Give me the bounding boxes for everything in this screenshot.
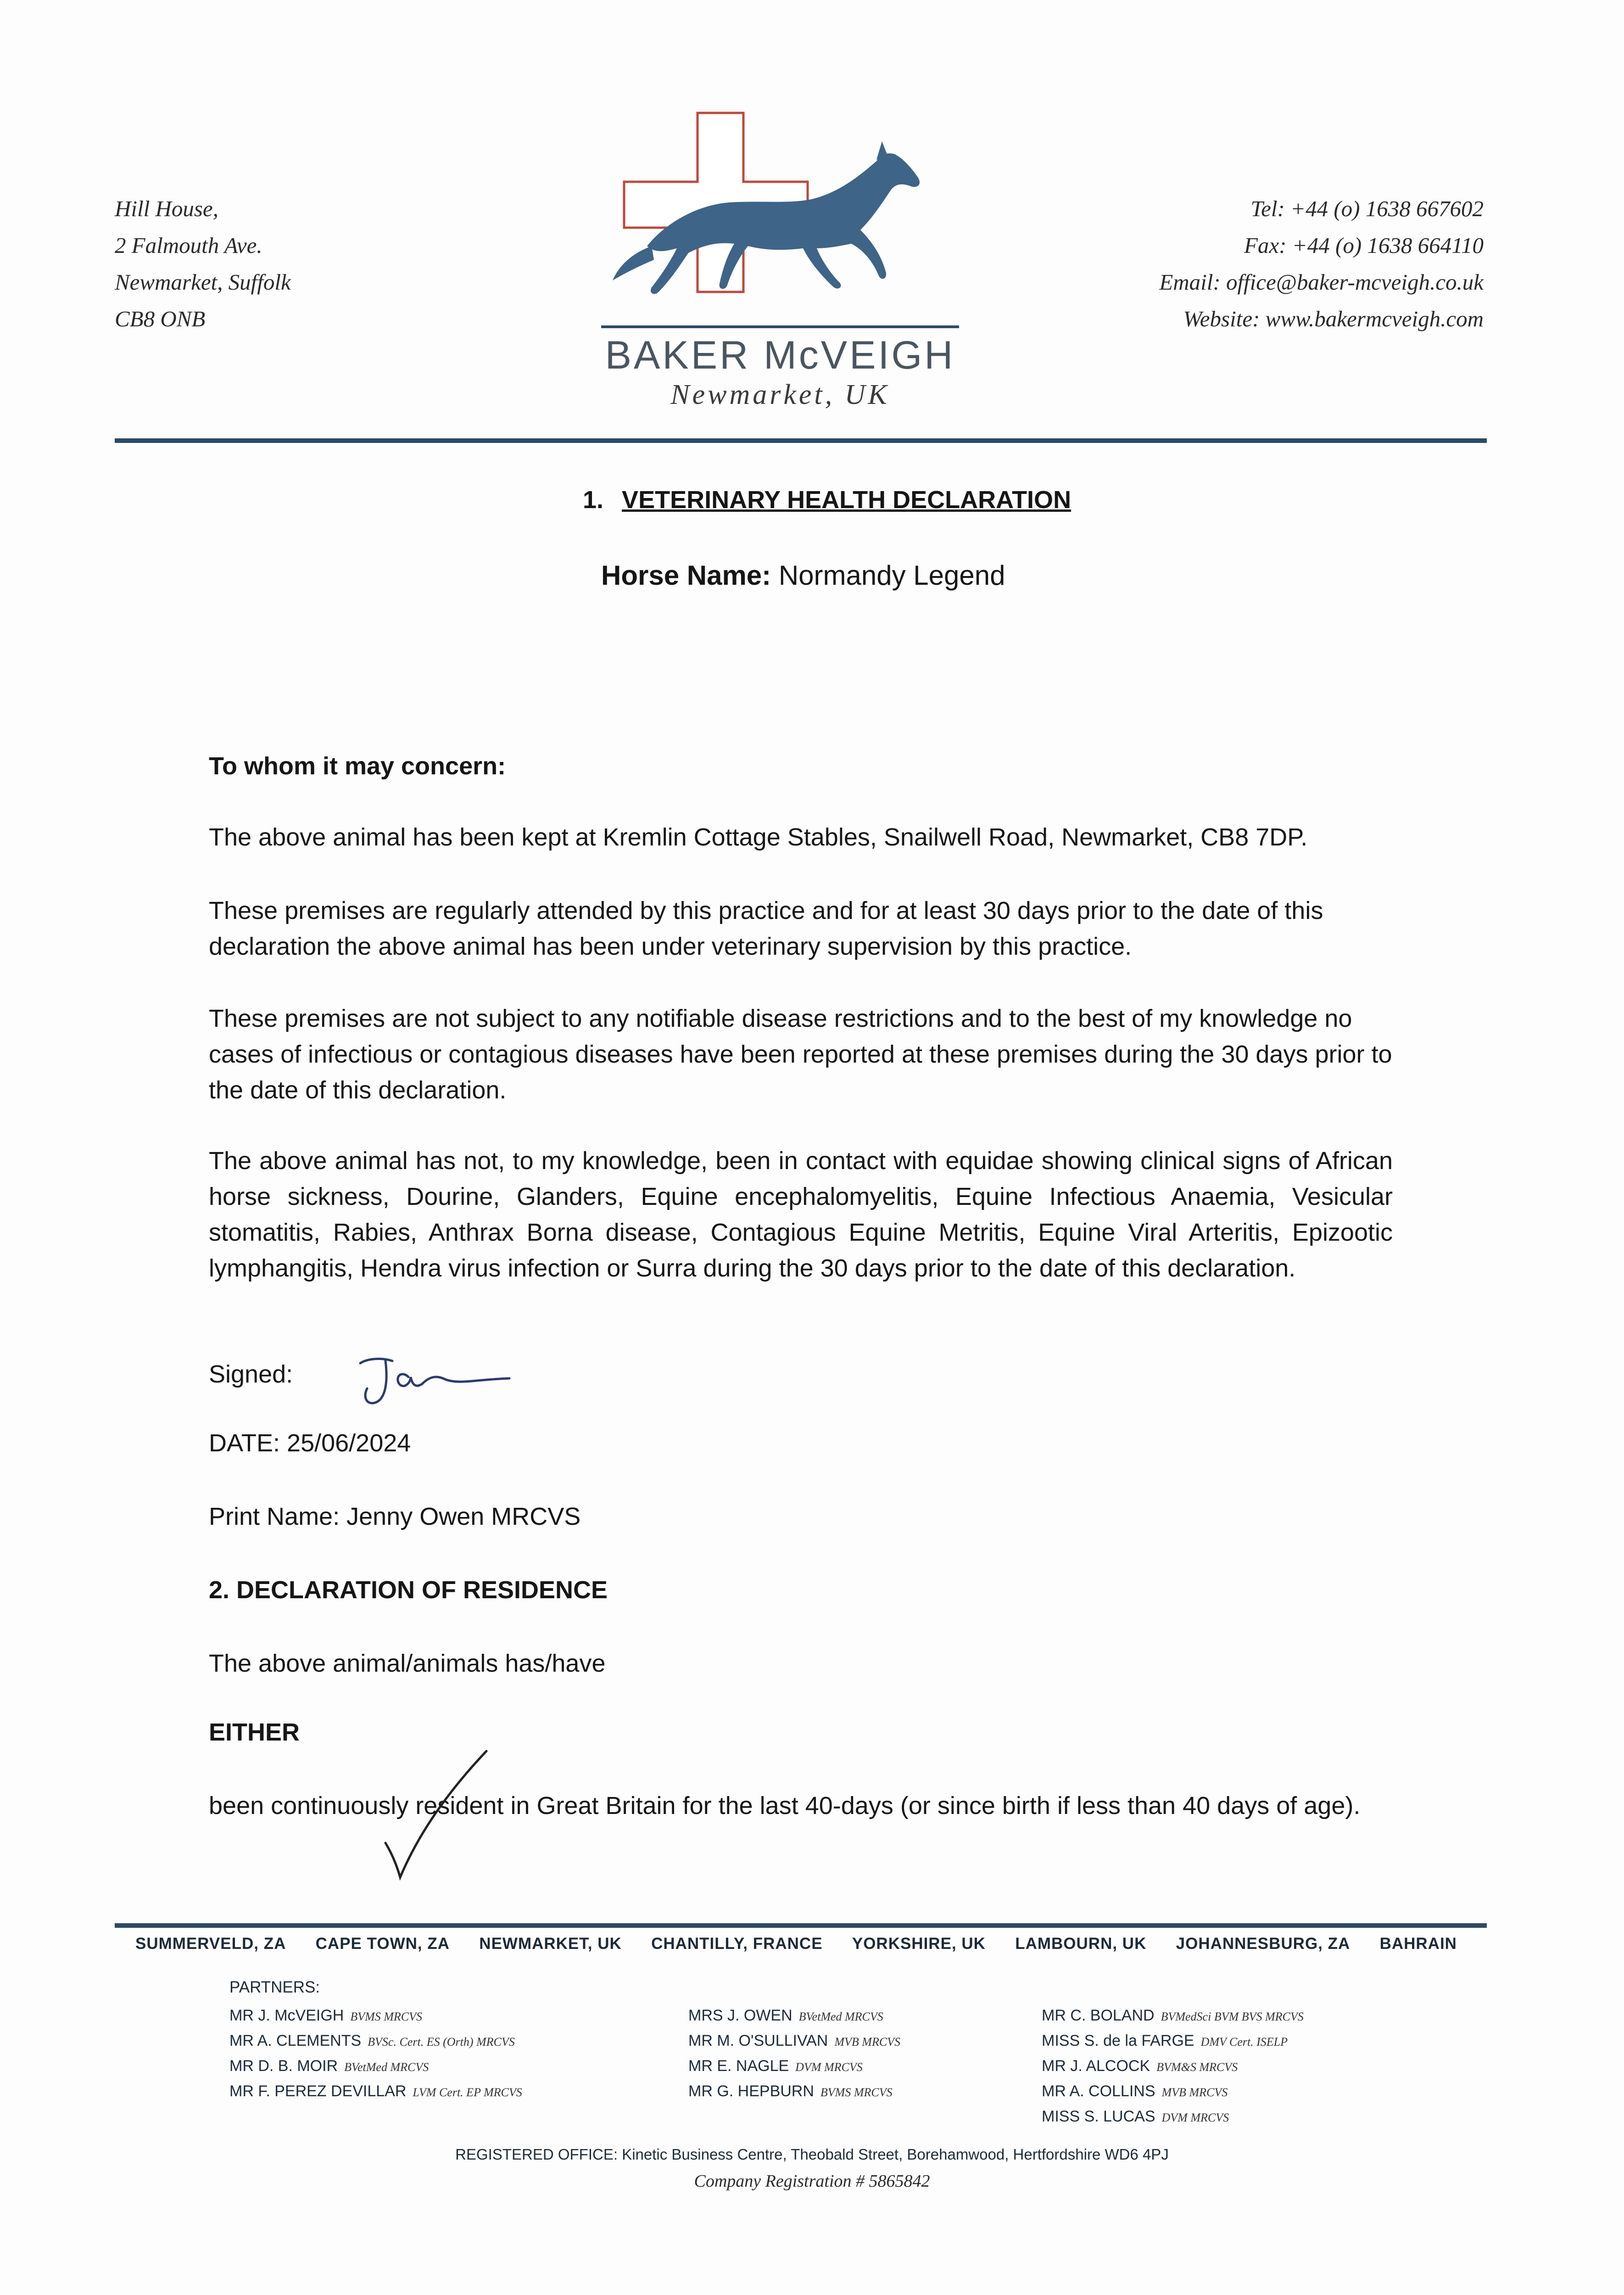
partner-qualifications: MVB MRCVS: [834, 2035, 901, 2049]
practice-address: [115, 190, 291, 337]
partner-qualifications: BVMedSci BVM BVS MRCVS: [1161, 2010, 1304, 2023]
header-divider: [115, 438, 1487, 443]
salutation: To whom it may concern:: [209, 752, 506, 780]
signed-label: Signed:: [209, 1360, 293, 1388]
office-location: BAHRAIN: [1379, 1935, 1457, 1953]
partner-entry: [229, 2054, 522, 2079]
section-2-heading: 2. DECLARATION OF RESIDENCE: [209, 1576, 608, 1604]
partner-entry: [688, 2054, 900, 2079]
partner-entry: [1042, 2029, 1304, 2054]
partner-name: MR M. O'SULLIVAN: [688, 2032, 828, 2049]
brand-name: BAKER McVEIGH: [605, 333, 955, 377]
paragraph-restrictions: These premises are not subject to any notifiable disease restrictions and to the best of my knowledge no cases of infectious or contagious diseases have been reported at these premises during the 30 days prior to the date of this declaration.: [209, 1005, 1392, 1104]
partner-entry: [688, 2004, 900, 2029]
partner-entry: [1042, 2105, 1304, 2130]
partner-name: MR J. ALCOCK: [1042, 2057, 1150, 2075]
office-location: YORKSHIRE, UK: [852, 1935, 986, 1953]
partner-entry: [688, 2079, 900, 2105]
partner-name: MR A. CLEMENTS: [229, 2032, 362, 2049]
contact-details: [1159, 190, 1484, 337]
print-name-label: Print Name:: [209, 1503, 340, 1530]
phone-line: Tel: +44 (o) 1638 667602: [1250, 196, 1484, 221]
company-registration: Company Registration # 5865842: [694, 2172, 930, 2191]
horse-cross-logo-icon: [601, 108, 959, 347]
partner-entry: [1042, 2004, 1304, 2029]
registered-office: REGISTERED OFFICE: Kinetic Business Centre, Theobald Street, Borehamwood, Hertfordshire WD6 4PJ: [455, 2146, 1169, 2163]
partner-name: MR F. PEREZ DEVILLAR: [229, 2082, 407, 2100]
print-name-value: Jenny Owen MRCVS: [346, 1503, 581, 1530]
paragraph-premises: The above animal has been kept at Kremlin Cottage Stables, Snailwell Road, Newmarket, CB8 7DP.: [209, 823, 1308, 851]
address-line: CB8 ONB: [115, 306, 206, 331]
office-locations: [135, 1935, 1457, 1953]
signature-icon: [349, 1333, 532, 1425]
address-line: 2 Falmouth Ave.: [115, 233, 262, 258]
partner-entry: [1042, 2054, 1304, 2079]
brand-location: Newmarket, UK: [670, 379, 890, 410]
partner-name: MR C. BOLAND: [1042, 2007, 1155, 2024]
horse-name-line: [601, 558, 1005, 593]
partners-column-3: [1042, 2004, 1304, 2130]
section-number: 1.: [583, 486, 604, 514]
residence-intro: The above animal/animals has/have: [209, 1650, 606, 1677]
partner-qualifications: BVM&S MRCVS: [1156, 2060, 1238, 2074]
partner-qualifications: BVetMed MRCVS: [344, 2060, 429, 2074]
date-label: DATE:: [209, 1429, 280, 1457]
partner-qualifications: BVSc. Cert. ES (Orth) MRCVS: [368, 2035, 515, 2049]
paragraph-disease-contact: The above animal has not, to my knowledge, been in contact with equidae showing clinical signs of African horse sickness, Dourine, Glanders, Equine encephalomyelitis, Equine Infectious Anaemia, Vesicular stomatitis, Rabies, Anthrax Borna disease, Contagious Equine Metritis, Equine Viral Arteritis, Epizootic lymphangitis, Hendra virus infection or Surra during the 30 days prior to the date of this declaration.: [209, 1147, 1393, 1282]
partners-column-2: [688, 2004, 900, 2105]
partner-qualifications: DVM MRCVS: [1161, 2111, 1229, 2124]
date-value: 25/06/2024: [287, 1429, 411, 1457]
office-location: LAMBOURN, UK: [1015, 1935, 1147, 1953]
partner-name: MR A. COLLINS: [1042, 2082, 1155, 2100]
horse-name-label: Horse Name:: [601, 560, 771, 591]
partner-name: MR E. NAGLE: [688, 2057, 789, 2075]
section-title: VETERINARY HEALTH DECLARATION: [622, 486, 1072, 514]
address-line: Newmarket, Suffolk: [115, 269, 291, 295]
address-line: Hill House,: [115, 196, 218, 221]
partners-title: PARTNERS:: [229, 1978, 320, 1996]
partner-qualifications: MVB MRCVS: [1161, 2086, 1228, 2099]
print-name-line: [209, 1499, 1393, 1534]
website-line: Website: www.bakermcveigh.com: [1183, 306, 1484, 331]
office-location: CHANTILLY, FRANCE: [651, 1935, 823, 1953]
horse-name-value: Normandy Legend: [778, 560, 1005, 591]
partner-name: MR D. B. MOIR: [229, 2057, 338, 2075]
office-location: JOHANNESBURG, ZA: [1176, 1935, 1351, 1953]
partner-name: MISS S. LUCAS: [1042, 2108, 1155, 2125]
partner-entry: [229, 2079, 522, 2105]
partner-name: MR G. HEPBURN: [688, 2082, 814, 2100]
partner-qualifications: BVMS MRCVS: [820, 2086, 893, 2099]
partner-entry: [229, 2004, 522, 2029]
partner-entry: [1042, 2079, 1304, 2105]
partner-entry: [229, 2029, 522, 2054]
office-location: SUMMERVELD, ZA: [135, 1935, 286, 1953]
partner-qualifications: DVM MRCVS: [795, 2060, 863, 2074]
partner-name: MR J. McVEIGH: [229, 2007, 344, 2024]
date-line: [209, 1425, 1393, 1461]
partner-name: MISS S. de la FARGE: [1042, 2032, 1194, 2049]
handwritten-check-icon: [376, 1744, 496, 1882]
fax-line: Fax: +44 (o) 1638 664110: [1244, 233, 1484, 258]
office-location: CAPE TOWN, ZA: [315, 1935, 450, 1953]
residence-statement: been continuously resident in Great Britain for the last 40-days (or since birth if less than 40 days of age).: [209, 1792, 1361, 1819]
footer-divider: [115, 1923, 1487, 1928]
either-label: EITHER: [209, 1718, 300, 1746]
partner-name: MRS J. OWEN: [688, 2007, 792, 2024]
partner-qualifications: DMV Cert. ISELP: [1200, 2035, 1288, 2049]
partner-qualifications: BVetMed MRCVS: [798, 2010, 883, 2023]
office-location: NEWMARKET, UK: [479, 1935, 622, 1953]
email-line: Email: office@baker-mcveigh.co.uk: [1159, 269, 1484, 295]
partners-column-1: [229, 2004, 522, 2105]
partner-entry: [688, 2029, 900, 2054]
partner-qualifications: BVMS MRCVS: [350, 2010, 423, 2023]
section-1-heading: [583, 482, 1071, 518]
paragraph-supervision: These premises are regularly attended by this practice and for at least 30 days prior to the date of this declaration the above animal has been under veterinary supervision by this practice.: [209, 897, 1323, 960]
partner-qualifications: LVM Cert. EP MRCVS: [413, 2086, 522, 2099]
